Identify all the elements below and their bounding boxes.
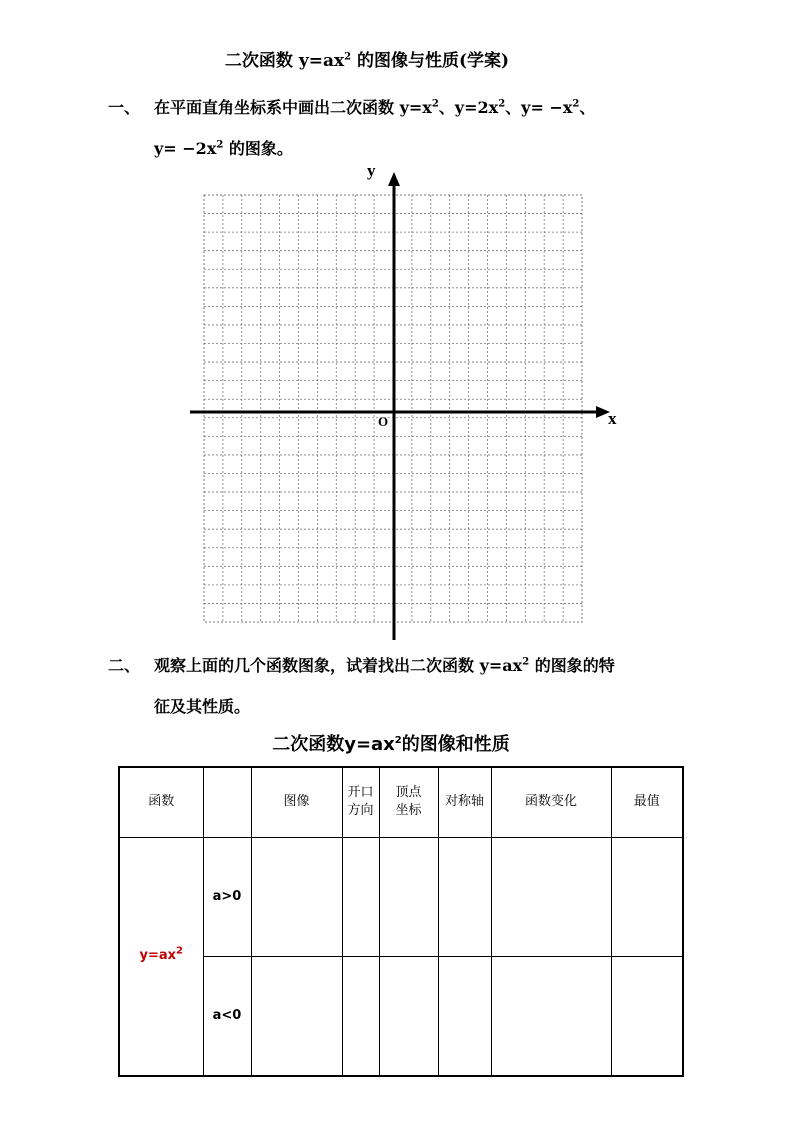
cell-blank[interactable] [491, 956, 611, 1076]
case-a-negative: a<0 [203, 956, 251, 1076]
x-axis-label: x [608, 409, 617, 428]
y-axis-arrow-icon [388, 172, 400, 186]
header-change: 函数变化 [491, 767, 611, 837]
section-2-line-2: 征及其性质。 [154, 697, 251, 716]
function-label: $y=ax^2$ [119, 837, 203, 1076]
table-row-a-negative [119, 956, 683, 1076]
header-opening: 开口 方向 [342, 767, 379, 837]
section-2-number: 二、 [108, 656, 141, 675]
table-row-a-positive [119, 837, 683, 956]
cell-blank[interactable] [251, 837, 342, 956]
section-2-line-1: 观察上面的几个函数图象，试着找出二次函数 $y=ax^2$ 的图象的特 [154, 656, 615, 675]
header-vertex: 顶点 坐标 [379, 767, 438, 837]
header-image: 图像 [251, 767, 342, 837]
section-1-number: 一、 [108, 98, 141, 117]
header-function: 函数 [119, 767, 203, 837]
coordinate-grid [180, 160, 630, 645]
header-axis: 对称轴 [438, 767, 491, 837]
cell-blank[interactable] [611, 956, 683, 1076]
cell-blank[interactable] [438, 956, 491, 1076]
case-a-positive: a>0 [203, 837, 251, 956]
section-1-line-1: 在平面直角坐标系中画出二次函数 $y=x^2$、$y=2x^2$、$y= -x^2$、 [154, 98, 596, 117]
cell-blank[interactable] [491, 837, 611, 956]
header-extremum: 最值 [611, 767, 683, 837]
cell-blank[interactable] [342, 837, 379, 956]
section-1-line-2: $y= -2x^2$ 的图象。 [154, 139, 293, 158]
cell-blank[interactable] [342, 956, 379, 1076]
page-title: 二次函数 $y=ax^2$ 的图像与性质(学案) [224, 51, 510, 71]
cell-blank[interactable] [251, 956, 342, 1076]
cell-blank[interactable] [438, 837, 491, 956]
table-header-row [119, 767, 683, 837]
header-blank [203, 767, 251, 837]
properties-table [118, 766, 684, 1077]
cell-blank[interactable] [379, 956, 438, 1076]
table-title: 二次函数$y=ax^2$的图像和性质 [272, 734, 510, 755]
y-axis-label: y [367, 161, 376, 180]
cell-blank[interactable] [379, 837, 438, 956]
cell-blank[interactable] [611, 837, 683, 956]
origin-label: O [378, 414, 389, 429]
